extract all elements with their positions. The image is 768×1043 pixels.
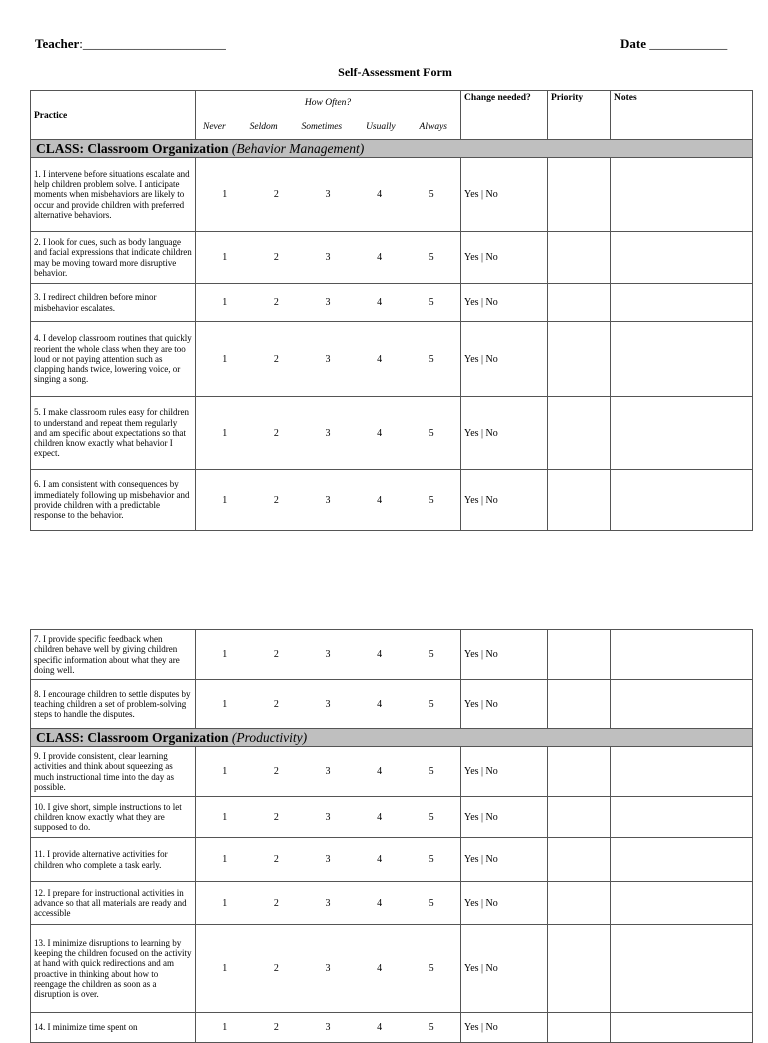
rating-option-4[interactable]: 4 <box>377 766 383 777</box>
section-behavior-management <box>31 140 753 158</box>
notes-cell[interactable] <box>611 797 753 838</box>
priority-cell[interactable] <box>548 158 611 232</box>
frequency-header <box>196 115 461 140</box>
table-row <box>31 1013 753 1043</box>
notes-cell[interactable] <box>611 158 753 232</box>
freq-sometimes: Sometimes <box>301 121 343 132</box>
rating-option-1[interactable]: 1 <box>222 1022 228 1033</box>
rating-option-4[interactable]: 4 <box>377 297 383 308</box>
notes-cell[interactable] <box>611 838 753 882</box>
priority-cell[interactable] <box>548 284 611 322</box>
rating-scale <box>196 470 461 531</box>
table-row <box>31 630 753 680</box>
change-needed-yes-no[interactable]: Yes | No <box>461 747 548 797</box>
practice-text: 14. I minimize time spent on <box>31 1013 196 1043</box>
change-needed-yes-no[interactable]: Yes | No <box>461 797 548 838</box>
rating-option-1[interactable]: 1 <box>222 854 228 865</box>
rating-scale <box>196 680 461 729</box>
freq-never: Never <box>203 121 226 132</box>
rating-option-5[interactable]: 5 <box>428 189 434 200</box>
rating-option-1[interactable]: 1 <box>222 353 228 365</box>
rating-scale <box>196 158 461 232</box>
rating-option-3[interactable]: 3 <box>325 963 331 974</box>
rating-scale <box>196 397 461 470</box>
practice-text: 7. I provide specific feedback when children behave well by giving children specific information about what they are doing well. <box>31 630 196 680</box>
rating-option-4[interactable]: 4 <box>377 427 383 439</box>
rating-option-2[interactable]: 2 <box>273 698 279 710</box>
rating-option-4[interactable]: 4 <box>377 811 383 823</box>
how-often-header: How Often? <box>196 91 461 115</box>
practice-text: 6. I am consistent with consequences by immediately following up misbehavior and provide children with a predictable response to the behavior. <box>31 470 196 531</box>
rating-option-5[interactable]: 5 <box>428 1022 434 1033</box>
rating-scale <box>196 747 461 797</box>
notes-cell[interactable] <box>611 925 753 1013</box>
notes-cell[interactable] <box>611 1013 753 1043</box>
table-row <box>31 838 753 882</box>
rating-option-1[interactable]: 1 <box>222 811 228 823</box>
date-field[interactable] <box>620 36 727 52</box>
rating-option-5[interactable]: 5 <box>428 297 434 308</box>
practice-text: 4. I develop classroom routines that quickly reorient the whole class when they are too loud or not paying attention such as clapping hands twice, lowering voice, or singing a song. <box>31 322 196 397</box>
rating-option-1[interactable]: 1 <box>222 963 228 974</box>
rating-option-5[interactable]: 5 <box>428 649 434 660</box>
priority-cell[interactable] <box>548 397 611 470</box>
rating-option-4[interactable]: 4 <box>377 189 383 200</box>
section-subtitle: (Productivity) <box>231 729 308 745</box>
rating-option-1[interactable]: 1 <box>222 189 228 200</box>
rating-option-5[interactable]: 5 <box>428 427 434 439</box>
priority-cell[interactable] <box>548 232 611 284</box>
rating-scale <box>196 284 461 322</box>
change-needed-yes-no[interactable]: Yes | No <box>461 925 548 1013</box>
priority-cell[interactable] <box>548 1013 611 1043</box>
priority-header: Priority <box>548 91 611 140</box>
priority-cell[interactable] <box>548 680 611 729</box>
change-needed-yes-no[interactable]: Yes | No <box>461 1013 548 1043</box>
table-row <box>31 397 753 470</box>
practice-text: 13. I minimize disruptions to learning by keeping the children focused on the activity at hand with quick redirections and am proactive in thinking about how to reengage the children as soon as a disruption is over. <box>31 925 196 1013</box>
rating-option-2[interactable]: 2 <box>273 494 279 506</box>
rating-scale <box>196 630 461 680</box>
rating-option-2[interactable]: 2 <box>273 297 279 308</box>
rating-option-2[interactable]: 2 <box>273 427 279 439</box>
rating-option-1[interactable]: 1 <box>222 494 228 506</box>
rating-option-4[interactable]: 4 <box>377 494 383 506</box>
rating-option-2[interactable]: 2 <box>273 766 279 777</box>
rating-option-1[interactable]: 1 <box>222 427 228 439</box>
practice-text: 3. I redirect children before minor misbehavior escalates. <box>31 284 196 322</box>
priority-cell[interactable] <box>548 470 611 531</box>
rating-option-1[interactable]: 1 <box>222 897 228 909</box>
rating-option-3[interactable]: 3 <box>325 252 331 263</box>
priority-cell[interactable] <box>548 838 611 882</box>
notes-cell[interactable] <box>611 322 753 397</box>
rating-option-4[interactable]: 4 <box>377 698 383 710</box>
change-needed-yes-no[interactable]: Yes | No <box>461 882 548 925</box>
rating-option-5[interactable]: 5 <box>428 766 434 777</box>
section-subtitle: (Behavior Management) <box>231 140 365 156</box>
freq-always: Always <box>419 121 447 132</box>
assessment-table-page1 <box>30 90 753 531</box>
rating-scale <box>196 925 461 1013</box>
section-title: CLASS: Classroom Organization <box>36 729 229 745</box>
rating-option-4[interactable]: 4 <box>377 252 383 263</box>
change-needed-header: Change needed? <box>461 91 548 140</box>
change-needed-yes-no[interactable]: Yes | No <box>461 158 548 232</box>
rating-option-3[interactable]: 3 <box>325 766 331 777</box>
notes-cell[interactable] <box>611 680 753 729</box>
rating-option-3[interactable]: 3 <box>325 1022 331 1033</box>
rating-option-1[interactable]: 1 <box>222 252 228 263</box>
rating-option-5[interactable]: 5 <box>428 963 434 974</box>
rating-option-2[interactable]: 2 <box>273 897 279 909</box>
section-productivity <box>31 729 753 747</box>
rating-option-2[interactable]: 2 <box>273 189 279 200</box>
rating-option-1[interactable]: 1 <box>222 297 228 308</box>
practice-text: 1. I intervene before situations escalate and help children problem solve. I anticipate moments when misbehaviors are likely to occur and provide children with preferred alternative behaviors. <box>31 158 196 232</box>
rating-option-2[interactable]: 2 <box>273 1022 279 1033</box>
priority-cell[interactable] <box>548 797 611 838</box>
rating-option-2[interactable]: 2 <box>273 811 279 823</box>
table-row <box>31 747 753 797</box>
table-row <box>31 882 753 925</box>
teacher-label: Teacher <box>35 36 80 51</box>
notes-header: Notes <box>611 91 753 140</box>
rating-option-2[interactable]: 2 <box>273 252 279 263</box>
notes-cell[interactable] <box>611 232 753 284</box>
change-needed-yes-no[interactable]: Yes | No <box>461 630 548 680</box>
date-line: ____________ <box>646 36 728 51</box>
rating-option-3[interactable]: 3 <box>325 854 331 865</box>
rating-option-5[interactable]: 5 <box>428 353 434 365</box>
rating-option-3[interactable]: 3 <box>325 897 331 909</box>
priority-cell[interactable] <box>548 925 611 1013</box>
rating-option-4[interactable]: 4 <box>377 897 383 909</box>
practice-text: 5. I make classroom rules easy for children to understand and repeat them regularly and am specific about expectations so that children know exactly what behavior I expect. <box>31 397 196 470</box>
practice-text: 10. I give short, simple instructions to let children know exactly what they are supposed to do. <box>31 797 196 838</box>
rating-option-3[interactable]: 3 <box>325 811 331 823</box>
notes-cell[interactable] <box>611 470 753 531</box>
table-row <box>31 158 753 232</box>
practice-text: 11. I provide alternative activities for children who complete a task early. <box>31 838 196 882</box>
change-needed-yes-no[interactable]: Yes | No <box>461 397 548 470</box>
rating-option-5[interactable]: 5 <box>428 698 434 710</box>
rating-option-4[interactable]: 4 <box>377 963 383 974</box>
rating-option-3[interactable]: 3 <box>325 649 331 660</box>
rating-option-1[interactable]: 1 <box>222 766 228 777</box>
rating-option-2[interactable]: 2 <box>273 854 279 865</box>
notes-cell[interactable] <box>611 397 753 470</box>
rating-option-3[interactable]: 3 <box>325 297 331 308</box>
rating-option-4[interactable]: 4 <box>377 649 383 660</box>
rating-scale <box>196 1013 461 1043</box>
rating-option-5[interactable]: 5 <box>428 252 434 263</box>
rating-option-3[interactable]: 3 <box>325 427 331 439</box>
practice-text: 2. I look for cues, such as body language and facial expressions that indicate children may be moving toward more disruptive behavior. <box>31 232 196 284</box>
rating-option-4[interactable]: 4 <box>377 854 383 865</box>
priority-cell[interactable] <box>548 882 611 925</box>
rating-option-3[interactable]: 3 <box>325 494 331 506</box>
change-needed-yes-no[interactable]: Yes | No <box>461 680 548 729</box>
rating-option-4[interactable]: 4 <box>377 1022 383 1033</box>
rating-option-4[interactable]: 4 <box>377 353 383 365</box>
rating-option-5[interactable]: 5 <box>428 897 434 909</box>
rating-scale <box>196 797 461 838</box>
date-label: Date <box>620 36 646 51</box>
priority-cell[interactable] <box>548 630 611 680</box>
teacher-field[interactable] <box>35 36 226 52</box>
priority-cell[interactable] <box>548 747 611 797</box>
rating-option-5[interactable]: 5 <box>428 811 434 823</box>
table-row <box>31 232 753 284</box>
rating-option-3[interactable]: 3 <box>325 698 331 710</box>
table-row <box>31 925 753 1013</box>
notes-cell[interactable] <box>611 284 753 322</box>
rating-option-2[interactable]: 2 <box>273 353 279 365</box>
practice-text: 8. I encourage children to settle disputes by teaching children a set of problem-solving steps to handle the disputes. <box>31 680 196 729</box>
freq-seldom: Seldom <box>249 121 278 132</box>
priority-cell[interactable] <box>548 322 611 397</box>
rating-option-5[interactable]: 5 <box>428 494 434 506</box>
practice-text: 9. I provide consistent, clear learning activities and think about squeezing as much instructional time into the day as possible. <box>31 747 196 797</box>
rating-option-5[interactable]: 5 <box>428 854 434 865</box>
freq-usually: Usually <box>366 121 396 132</box>
rating-option-3[interactable]: 3 <box>325 189 331 200</box>
rating-option-2[interactable]: 2 <box>273 963 279 974</box>
assessment-table-page2 <box>30 629 753 1043</box>
table-row <box>31 322 753 397</box>
rating-option-2[interactable]: 2 <box>273 649 279 660</box>
table-row <box>31 680 753 729</box>
rating-scale <box>196 838 461 882</box>
change-needed-yes-no[interactable]: Yes | No <box>461 470 548 531</box>
section-title: CLASS: Classroom Organization <box>36 140 229 156</box>
notes-cell[interactable] <box>611 747 753 797</box>
notes-cell[interactable] <box>611 882 753 925</box>
rating-scale <box>196 882 461 925</box>
table-row <box>31 284 753 322</box>
notes-cell[interactable] <box>611 630 753 680</box>
change-needed-yes-no[interactable]: Yes | No <box>461 322 548 397</box>
practice-text: 12. I prepare for instructional activities in advance so that all materials are ready and accessible <box>31 882 196 925</box>
table-row <box>31 470 753 531</box>
form-title: Self-Assessment Form <box>338 65 452 79</box>
change-needed-yes-no[interactable]: Yes | No <box>461 284 548 322</box>
change-needed-yes-no[interactable]: Yes | No <box>461 232 548 284</box>
rating-option-1[interactable]: 1 <box>222 698 228 710</box>
rating-option-1[interactable]: 1 <box>222 649 228 660</box>
rating-scale <box>196 322 461 397</box>
practice-header: Practice <box>31 91 196 140</box>
rating-option-3[interactable]: 3 <box>325 353 331 365</box>
teacher-line: :______________________ <box>79 36 226 51</box>
rating-scale <box>196 232 461 284</box>
table-row <box>31 797 753 838</box>
change-needed-yes-no[interactable]: Yes | No <box>461 838 548 882</box>
